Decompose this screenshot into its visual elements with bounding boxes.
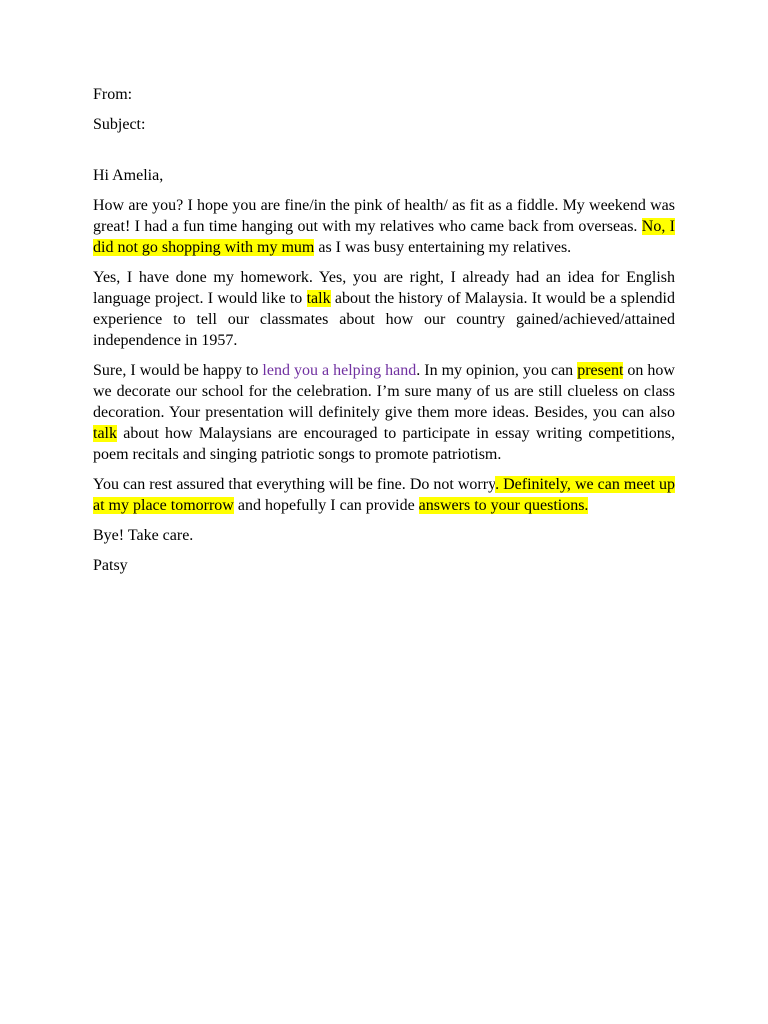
paragraph-2-text-2: about the history of Malaysia. It would be a splendid experience to tell our classmates about how our country gained/achieved/attained independence in 1957. (93, 290, 676, 349)
paragraph-3-text-2: . In my opinion, you can (416, 362, 578, 379)
paragraph-3-text-3: on how we decorate our school for the celebration. I’m sure many of us are still clueless on class decoration. Your presentation will definitely give them more ideas. Besides, you can also (93, 362, 675, 421)
paragraph-2 (93, 267, 675, 351)
paragraph-3-text-4: about how Malaysians are encouraged to participate in essay writing competitions, poem recitals and singing patriotic songs to promote patriotism. (93, 425, 675, 463)
paragraph-3-text-1: Sure, I would be happy to (93, 362, 263, 379)
highlight-talk-2: talk (93, 425, 117, 442)
highlight-talk: talk (306, 290, 331, 307)
highlight-meet-up: . Definitely, we can meet up at my place tomorrow (93, 476, 676, 514)
paragraph-4 (93, 474, 675, 516)
paragraph-1-text-2: as I was busy entertaining my relatives. (314, 239, 572, 256)
paragraph-1 (93, 195, 675, 258)
highlight-no-shopping: No, I did not go shopping with my mum (93, 218, 676, 256)
phrase-helping-hand: lend you a helping hand (262, 362, 417, 379)
closing: Bye! Take care. (93, 527, 194, 544)
signature: Patsy (93, 557, 128, 574)
highlight-present: present (577, 362, 624, 379)
paragraph-4-text-2: and hopefully I can provide (233, 497, 419, 514)
paragraph-1-text-1: How are you? I hope you are fine/in the pink of health/ as fit as a fiddle. My weekend was great! I had a fun time hanging out with my relatives who came back from overseas. (93, 197, 675, 235)
subject-field: Subject: (93, 116, 146, 133)
paragraph-3 (93, 360, 675, 465)
from-field: From: (93, 86, 133, 103)
greeting: Hi Amelia, (93, 167, 164, 184)
letter-body (93, 84, 675, 585)
highlight-answers: answers to your questions. (418, 497, 589, 514)
paragraph-2-text-1: Yes, I have done my homework. Yes, you are right, I already had an idea for English language project. I would like to (93, 269, 675, 307)
paragraph-4-text-1: You can rest assured that everything will be fine. Do not worry (93, 476, 496, 493)
